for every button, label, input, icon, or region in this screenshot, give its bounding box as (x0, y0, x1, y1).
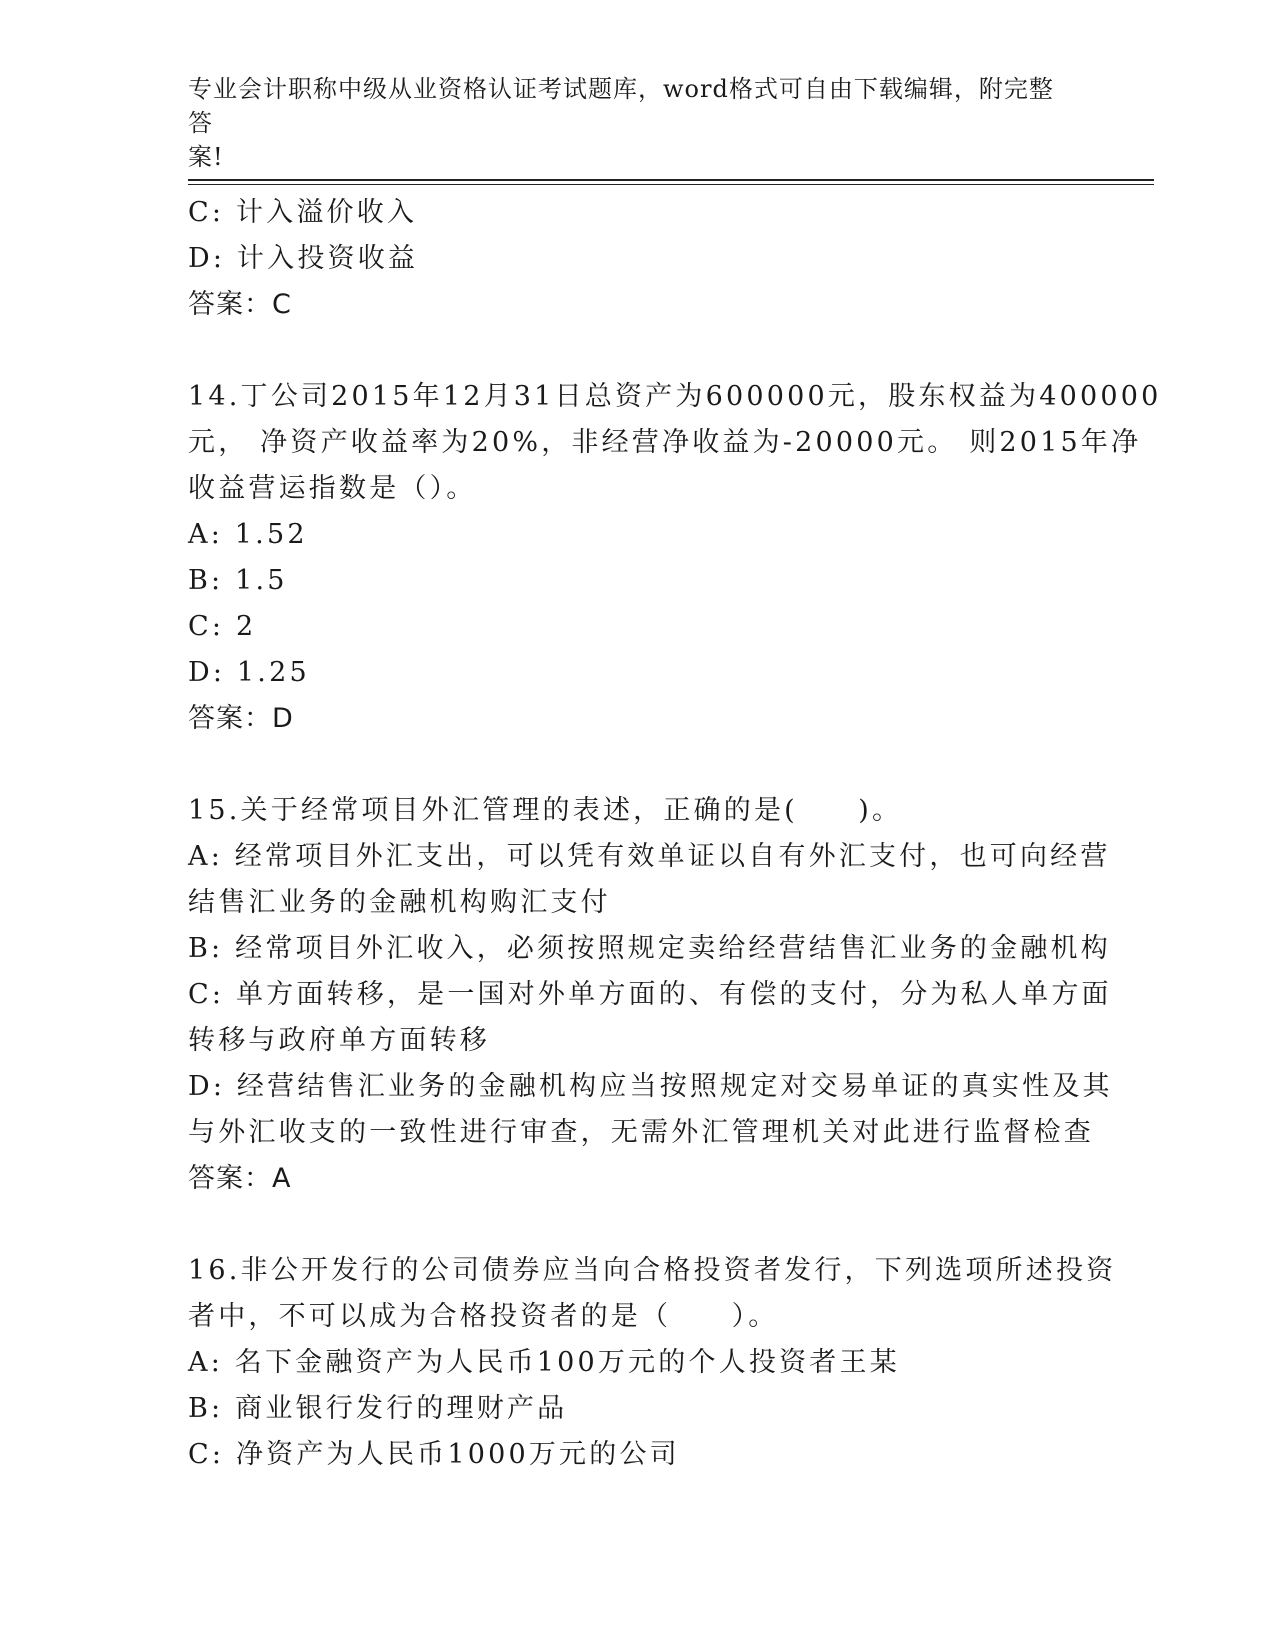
q16-option-a: A: 名下金融资产为人民币100万元的个人投资者王某 (188, 1347, 900, 1378)
q14-stem-line-1: 14.丁公司2015年12月31日总资产为600000元，股东权益为400000 (188, 381, 1162, 412)
q15-option-c-line-2: 转移与政府单方面转移 (188, 1025, 490, 1056)
q15-stem: 15.关于经常项目外汇管理的表述，正确的是( )。 (188, 795, 903, 826)
q16-option-b: B: 商业银行发行的理财产品 (188, 1393, 568, 1424)
q15-answer: 答案：A (188, 1163, 292, 1194)
q15-option-b: B: 经常项目外汇收入，必须按照规定卖给经营结售汇业务的金融机构 (188, 933, 1111, 964)
q13-answer: 答案：C (188, 289, 292, 320)
question-14 (188, 374, 1162, 742)
spacer (188, 1202, 1088, 1248)
spacer (188, 742, 1088, 788)
q15-option-d-line-1: D: 经营结售汇业务的金融机构应当按照规定对交易单证的真实性及其 (188, 1071, 1113, 1102)
q16-option-c: C: 净资产为人民币1000万元的公司 (188, 1439, 680, 1470)
q14-option-b: B: 1.5 (188, 565, 288, 596)
header-line-1: 专业会计职称中级从业资格认证考试题库，word格式可自由下载编辑，附完整答 (188, 75, 1054, 137)
question-13 (188, 190, 1088, 328)
q14-option-d: D: 1.25 (188, 657, 310, 688)
q16-stem-line-1: 16.非公开发行的公司债券应当向合格投资者发行，下列选项所述投资 (188, 1255, 1117, 1286)
header-divider (188, 179, 1154, 185)
q13-option-d: D: 计入投资收益 (188, 243, 419, 274)
spacer (188, 328, 1088, 374)
header-line-2: 案! (188, 143, 224, 171)
q16-stem-line-2: 者中，不可以成为合格投资者的是（ ）。 (188, 1301, 779, 1332)
q14-option-c: C: 2 (188, 611, 257, 642)
question-15 (188, 788, 1113, 1202)
q14-stem-line-2: 元， 净资产收益率为20%，非经营净收益为-20000元。 则2015年净 (188, 427, 1142, 458)
q15-option-a-line-1: A: 经常项目外汇支出，可以凭有效单证以自有外汇支付，也可向经营 (188, 841, 1111, 872)
q15-option-c-line-1: C: 单方面转移，是一国对外单方面的、有偿的支付，分为私人单方面 (188, 979, 1112, 1010)
q14-option-a: A: 1.52 (188, 519, 308, 550)
q15-option-d-line-2: 与外汇收支的一致性进行审查，无需外汇管理机关对此进行监督检查 (188, 1117, 1094, 1148)
question-16 (188, 1248, 1117, 1478)
page-header (188, 72, 1068, 174)
q14-answer: 答案：D (188, 703, 294, 734)
q13-option-c: C: 计入溢价收入 (188, 197, 418, 228)
q14-stem-line-3: 收益营运指数是（）。 (188, 473, 477, 504)
q15-option-a-line-2: 结售汇业务的金融机构购汇支付 (188, 887, 611, 918)
question-content (188, 190, 1162, 1478)
